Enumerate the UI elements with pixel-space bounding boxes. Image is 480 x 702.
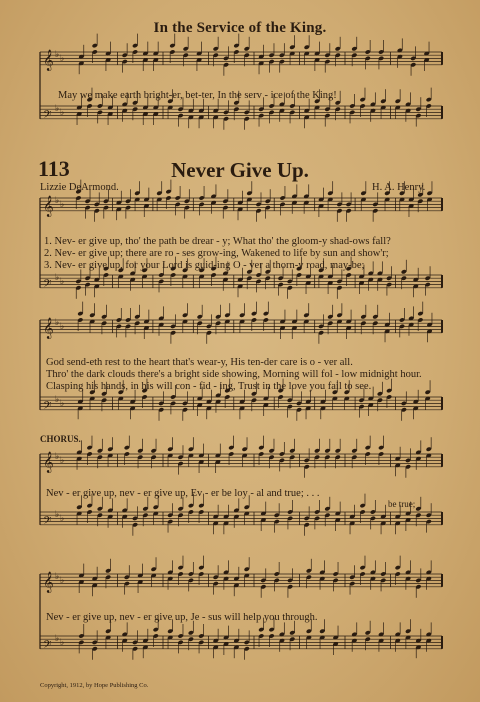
flat-sign-icon: ♭	[60, 106, 65, 117]
treble-clef-icon: 𝄞	[43, 571, 54, 593]
flat-sign-icon: ♭	[60, 636, 65, 647]
flat-sign-icon: ♭	[60, 512, 65, 523]
flat-sign-icon: ♭	[55, 103, 60, 114]
flat-sign-icon: ♭	[55, 451, 60, 462]
flat-sign-icon: ♭	[55, 571, 60, 582]
previous-hymn-lyric: May we make earth bright-er, bet-ter, In the serv - ice of the King!	[58, 90, 337, 101]
flat-sign-icon: ♭	[60, 275, 65, 286]
flat-sign-icon: ♭	[60, 397, 65, 408]
composer-credit: H. A. Henry.	[372, 182, 426, 193]
verse-3-line-1: 3. Nev- er give up, for your Lord is guid-ing O - ver a thorn-y road, may-be;	[44, 260, 365, 271]
flat-sign-icon: ♭	[55, 317, 60, 328]
treble-clef-icon: 𝄞	[43, 195, 54, 217]
chorus-echo-text: be true;	[388, 499, 416, 509]
flat-sign-icon: ♭	[60, 574, 65, 585]
treble-clef-icon: 𝄞	[43, 49, 54, 71]
hymn-number: 113	[38, 156, 70, 181]
previous-hymn-title: In the Service of the King.	[153, 20, 327, 36]
author-credit: Lizzie DeArmond.	[40, 182, 119, 193]
flat-sign-icon: ♭	[55, 272, 60, 283]
flat-sign-icon: ♭	[55, 509, 60, 520]
flat-sign-icon: ♭	[55, 633, 60, 644]
verse-2-line-2: Thro' the dark clouds there's a bright side showing, Morning will fol - low midnight hour.	[46, 369, 422, 380]
copyright-notice: Copyright, 1912, by Hope Publishing Co.	[40, 682, 149, 689]
chorus-line-1: Nev - er give up, nev - er give up, Ev - er be loy - al and true; . . .	[46, 488, 320, 499]
treble-clef-icon: 𝄞	[43, 451, 54, 473]
flat-sign-icon: ♭	[60, 52, 65, 63]
chorus-line-2: Nev - er give up, nev - er give up, Je - sus will help you through.	[46, 612, 318, 623]
flat-sign-icon: ♭	[60, 198, 65, 209]
verse-3-line-2: Clasping his hands, in his will con - fid - ing, Trust in the love you fail to see.	[46, 381, 372, 392]
flat-sign-icon: ♭	[60, 454, 65, 465]
bass-clef-icon: 𝄢	[43, 399, 52, 415]
flat-sign-icon: ♭	[55, 394, 60, 405]
bass-clef-icon: 𝄢	[43, 108, 52, 124]
verse-1-line-1: 1. Nev- er give up, tho' the path be drear - y; What tho' the gloom-y shad-ows fall?	[44, 236, 391, 247]
flat-sign-icon: ♭	[55, 49, 60, 60]
hymn-title: Never Give Up.	[171, 158, 309, 182]
flat-sign-icon: ♭	[55, 195, 60, 206]
bass-clef-icon: 𝄢	[43, 277, 52, 293]
chorus-label: CHORUS.	[40, 434, 81, 444]
bass-clef-icon: 𝄢	[43, 638, 52, 654]
treble-clef-icon: 𝄞	[43, 317, 54, 339]
bass-clef-icon: 𝄢	[43, 514, 52, 530]
verse-2-line-1: 2. Nev- er give up; there are ro - ses grow-ing, Wakened to life by sun and show'r;	[44, 248, 389, 259]
flat-sign-icon: ♭	[60, 320, 65, 331]
verse-1-line-2: God send-eth rest to the heart that's wear-y, His ten-der care is o - ver all.	[46, 357, 353, 368]
